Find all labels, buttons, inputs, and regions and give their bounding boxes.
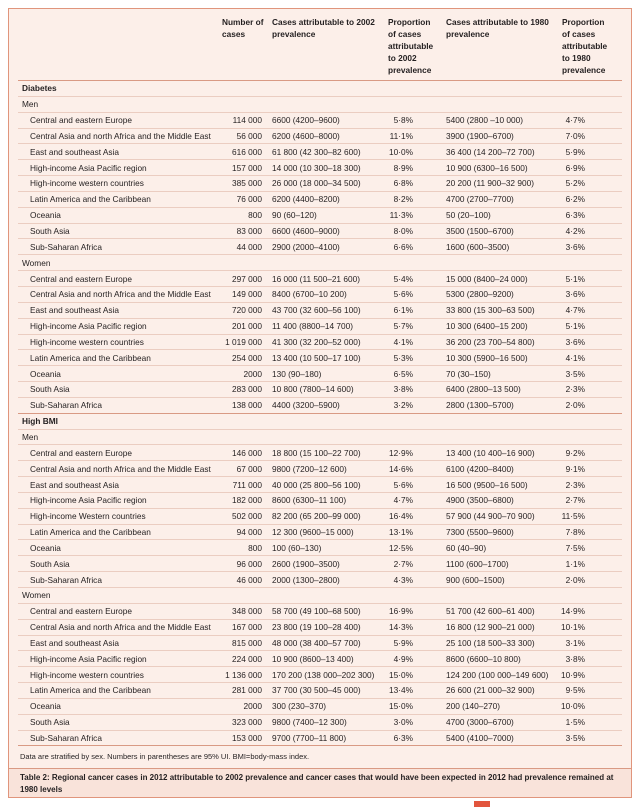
cell-proportion-2002: 6·8% <box>393 178 413 189</box>
cell-region: Oceania <box>30 210 61 221</box>
cell-proportion-2002: 12·9% <box>389 447 413 458</box>
cell-cases-2002: 16 000 (11 500–21 600) <box>272 273 360 284</box>
table-row <box>18 397 622 413</box>
cell-proportion-2002: 8·0% <box>393 226 413 237</box>
table-row <box>18 524 622 540</box>
cell-number-of-cases: 800 <box>248 542 262 553</box>
cell-proportion-2002: 3·2% <box>393 400 413 411</box>
cell-number-of-cases: 385 000 <box>232 178 262 189</box>
cell-cases-2002: 9800 (7200–12 600) <box>272 463 347 474</box>
cell-proportion-1980: 3·5% <box>565 368 585 379</box>
table-row <box>18 334 622 350</box>
cell-cases-1980: 124 200 (100 000–149 600) <box>446 669 549 680</box>
group-header-row <box>18 254 622 270</box>
cell-cases-1980: 10 300 (5900–16 500) <box>446 352 528 363</box>
cell-proportion-2002: 15·0% <box>389 669 413 680</box>
cell-cases-2002: 2600 (1900–3500) <box>272 558 340 569</box>
cell-region: South Asia <box>30 226 70 237</box>
cell-proportion-1980: 5·1% <box>565 321 585 332</box>
cell-region: South Asia <box>30 384 70 395</box>
cell-number-of-cases: 1 136 000 <box>225 669 262 680</box>
cell-cases-1980: 4700 (3000–6700) <box>446 717 514 728</box>
cell-cases-1980: 57 900 (44 900–70 900) <box>446 511 535 522</box>
cell-region: Central and eastern Europe <box>30 447 132 458</box>
table-row <box>18 286 622 302</box>
cell-proportion-2002: 5·3% <box>393 352 413 363</box>
cell-proportion-1980: 7·0% <box>565 130 585 141</box>
cell-proportion-2002: 16·9% <box>389 606 413 617</box>
cell-number-of-cases: 224 000 <box>232 653 262 664</box>
cell-cases-1980: 36 200 (23 700–54 800) <box>446 336 535 347</box>
cell-cases-1980: 16 500 (9500–16 500) <box>446 479 528 490</box>
cell-region: South Asia <box>30 558 70 569</box>
cell-cases-2002: 37 700 (30 500–45 000) <box>272 685 361 696</box>
cell-proportion-2002: 6·3% <box>393 733 413 744</box>
decorative-mark <box>474 801 490 807</box>
cell-cases-1980: 33 800 (15 300–63 500) <box>446 305 535 316</box>
cell-proportion-1980: 10·1% <box>561 622 585 633</box>
cell-proportion-2002: 11·1% <box>389 130 413 141</box>
cell-cases-2002: 43 700 (32 600–56 100) <box>272 305 361 316</box>
cell-proportion-1980: 5·2% <box>565 178 585 189</box>
group-title: Men <box>22 431 39 442</box>
cell-cases-1980: 26 600 (21 000–32 900) <box>446 685 535 696</box>
cell-proportion-1980: 3·8% <box>565 653 585 664</box>
cell-cases-2002: 58 700 (49 100–68 500) <box>272 606 361 617</box>
cell-cases-1980: 4700 (2700–7700) <box>446 194 514 205</box>
cell-cases-1980: 900 (600–1500) <box>446 574 505 585</box>
cell-proportion-2002: 5·6% <box>393 479 413 490</box>
cell-cases-2002: 6600 (4600–9000) <box>272 226 340 237</box>
cell-cases-1980: 5400 (2800 –10 000) <box>446 115 524 126</box>
cell-proportion-2002: 6·5% <box>393 368 413 379</box>
cell-proportion-1980: 3·6% <box>565 336 585 347</box>
cell-cases-1980: 2800 (1300–5700) <box>446 400 514 411</box>
header-proportion-1980: Proportion of cases attributable to 1980 prevalence <box>562 17 608 75</box>
cell-number-of-cases: 815 000 <box>232 637 262 648</box>
cell-proportion-2002: 5·7% <box>393 321 413 332</box>
table-row <box>18 302 622 318</box>
cell-region: High-income Western countries <box>30 511 146 522</box>
cell-proportion-2002: 5·6% <box>393 289 413 300</box>
cell-proportion-2002: 11·3% <box>389 210 413 221</box>
cell-number-of-cases: 616 000 <box>232 146 262 157</box>
table-row <box>18 698 622 714</box>
table-row <box>18 143 622 159</box>
cell-cases-2002: 23 800 (19 100–28 400) <box>272 622 361 633</box>
cell-region: Sub-Saharan Africa <box>30 241 102 252</box>
cell-cases-1980: 16 800 (12 900–21 000) <box>446 622 535 633</box>
cell-number-of-cases: 67 000 <box>236 463 262 474</box>
section-header-row <box>18 80 622 96</box>
cell-proportion-1980: 2·0% <box>565 400 585 411</box>
cell-proportion-2002: 2·7% <box>393 558 413 569</box>
cell-cases-2002: 90 (60–120) <box>272 210 317 221</box>
group-title: Men <box>22 99 39 110</box>
cell-cases-1980: 6100 (4200–8400) <box>446 463 514 474</box>
cell-region: Latin America and the Caribbean <box>30 352 151 363</box>
table-row <box>18 571 622 587</box>
cell-number-of-cases: 167 000 <box>232 622 262 633</box>
cell-cases-2002: 9800 (7400–12 300) <box>272 717 347 728</box>
cell-cases-2002: 8400 (6700–10 200) <box>272 289 347 300</box>
cell-number-of-cases: 83 000 <box>236 226 262 237</box>
cell-proportion-1980: 7·8% <box>565 527 585 538</box>
cell-proportion-2002: 8·2% <box>393 194 413 205</box>
cell-cases-1980: 51 700 (42 600–61 400) <box>446 606 535 617</box>
cell-cases-2002: 41 300 (32 200–52 000) <box>272 336 361 347</box>
group-header-row <box>18 587 622 603</box>
cell-cases-1980: 8600 (6600–10 800) <box>446 653 521 664</box>
cell-region: High-income Asia Pacific region <box>30 653 147 664</box>
cell-cases-1980: 3500 (1500–6700) <box>446 226 514 237</box>
cell-number-of-cases: 56 000 <box>236 130 262 141</box>
cell-region: East and southeast Asia <box>30 146 120 157</box>
group-title: Women <box>22 590 51 601</box>
cell-region: South Asia <box>30 717 70 728</box>
cell-region: Central Asia and north Africa and the Middle East <box>30 130 211 141</box>
cell-cases-2002: 26 000 (18 000–34 500) <box>272 178 361 189</box>
cell-cases-2002: 48 000 (38 400–57 700) <box>272 637 361 648</box>
cell-proportion-2002: 5·9% <box>393 637 413 648</box>
table-row <box>18 730 622 746</box>
cell-proportion-1980: 4·7% <box>565 305 585 316</box>
cell-proportion-1980: 2·0% <box>565 574 585 585</box>
cell-proportion-1980: 4·2% <box>565 226 585 237</box>
table-row <box>18 270 622 286</box>
cell-number-of-cases: 46 000 <box>236 574 262 585</box>
table-row <box>18 476 622 492</box>
cell-proportion-2002: 13·1% <box>389 527 413 538</box>
data-table <box>18 9 622 767</box>
cell-cases-1980: 36 400 (14 200–72 700) <box>446 146 535 157</box>
cell-proportion-1980: 9·2% <box>565 447 585 458</box>
cell-region: Central and eastern Europe <box>30 273 132 284</box>
cell-number-of-cases: 281 000 <box>232 685 262 696</box>
cell-proportion-1980: 10·0% <box>561 701 585 712</box>
cell-number-of-cases: 157 000 <box>232 162 262 173</box>
cell-number-of-cases: 1 019 000 <box>225 336 262 347</box>
cell-proportion-2002: 4·1% <box>393 336 413 347</box>
cell-region: Central Asia and north Africa and the Middle East <box>30 622 211 633</box>
table-row <box>18 175 622 191</box>
table-panel <box>8 8 632 798</box>
group-header-row <box>18 96 622 112</box>
cell-proportion-2002: 10·0% <box>389 146 413 157</box>
cell-cases-1980: 50 (20–100) <box>446 210 491 221</box>
cell-number-of-cases: 96 000 <box>236 558 262 569</box>
cell-proportion-1980: 4·1% <box>565 352 585 363</box>
cell-number-of-cases: 182 000 <box>232 495 262 506</box>
cell-number-of-cases: 149 000 <box>232 289 262 300</box>
cell-proportion-2002: 6·6% <box>393 241 413 252</box>
table-row <box>18 619 622 635</box>
cell-proportion-2002: 4·9% <box>393 653 413 664</box>
table-row <box>18 238 622 254</box>
cell-cases-1980: 1100 (600–1700) <box>446 558 509 569</box>
cell-number-of-cases: 201 000 <box>232 321 262 332</box>
cell-number-of-cases: 297 000 <box>232 273 262 284</box>
cell-proportion-1980: 1·5% <box>565 717 585 728</box>
table-header <box>18 9 622 80</box>
cell-region: High-income western countries <box>30 336 144 347</box>
cell-cases-1980: 4900 (3500–6800) <box>446 495 514 506</box>
header-number-of-cases: Number of cases <box>222 17 264 39</box>
cell-cases-2002: 11 400 (8800–14 700) <box>272 321 354 332</box>
table-row <box>18 112 622 128</box>
cell-cases-1980: 6400 (2800–13 500) <box>446 384 521 395</box>
cell-proportion-2002: 6·1% <box>393 305 413 316</box>
table-row <box>18 365 622 381</box>
cell-cases-2002: 18 800 (15 100–22 700) <box>272 447 361 458</box>
cell-proportion-1980: 10·9% <box>561 669 585 680</box>
table-row <box>18 223 622 239</box>
cell-proportion-1980: 9·1% <box>565 463 585 474</box>
cell-cases-2002: 6600 (4200–9600) <box>272 115 340 126</box>
cell-region: East and southeast Asia <box>30 305 120 316</box>
cell-number-of-cases: 2000 <box>243 368 262 379</box>
cell-cases-1980: 10 900 (6300–16 500) <box>446 162 528 173</box>
cell-number-of-cases: 153 000 <box>232 733 262 744</box>
table-row <box>18 159 622 175</box>
cell-region: High-income Asia Pacific region <box>30 321 147 332</box>
table-row <box>18 650 622 666</box>
cell-proportion-1980: 2·3% <box>565 384 585 395</box>
group-header-row <box>18 429 622 445</box>
cell-region: Central and eastern Europe <box>30 606 132 617</box>
cell-region: East and southeast Asia <box>30 479 120 490</box>
cell-number-of-cases: 94 000 <box>236 527 262 538</box>
cell-proportion-1980: 2·7% <box>565 495 585 506</box>
cell-proportion-1980: 3·5% <box>565 733 585 744</box>
header-proportion-2002: Proportion of cases attributable to 2002 prevalence <box>388 17 434 75</box>
cell-proportion-1980: 1·1% <box>565 558 585 569</box>
cell-cases-2002: 2900 (2000–4100) <box>272 241 340 252</box>
cell-cases-2002: 40 000 (25 800–56 100) <box>272 479 361 490</box>
cell-proportion-2002: 4·3% <box>393 574 413 585</box>
cell-cases-2002: 4400 (3200–5900) <box>272 400 340 411</box>
cell-cases-2002: 10 900 (8600–13 400) <box>272 653 354 664</box>
cell-proportion-2002: 14·6% <box>389 463 413 474</box>
cell-number-of-cases: 114 000 <box>232 115 262 126</box>
cell-number-of-cases: 720 000 <box>232 305 262 316</box>
table-row <box>18 444 622 460</box>
group-title: Women <box>22 257 51 268</box>
table-row <box>18 539 622 555</box>
cell-proportion-1980: 3·6% <box>565 241 585 252</box>
table-body <box>18 80 622 745</box>
cell-proportion-2002: 4·7% <box>393 495 413 506</box>
cell-region: Sub-Saharan Africa <box>30 574 102 585</box>
cell-cases-1980: 200 (140–270) <box>446 701 500 712</box>
cell-cases-1980: 13 400 (10 400–16 900) <box>446 447 535 458</box>
cell-proportion-1980: 5·9% <box>565 146 585 157</box>
table-row <box>18 318 622 334</box>
cell-cases-2002: 13 400 (10 500–17 100) <box>272 352 361 363</box>
cell-region: Sub-Saharan Africa <box>30 400 102 411</box>
cell-region: Latin America and the Caribbean <box>30 527 151 538</box>
cell-cases-2002: 170 200 (138 000–202 300) <box>272 669 375 680</box>
table-row <box>18 714 622 730</box>
section-header-row <box>18 413 622 429</box>
cell-region: High-income western countries <box>30 669 144 680</box>
section-title: High BMI <box>22 416 58 427</box>
cell-region: Central Asia and north Africa and the Middle East <box>30 289 211 300</box>
cell-proportion-1980: 7·5% <box>565 542 585 553</box>
cell-proportion-1980: 6·3% <box>565 210 585 221</box>
cell-proportion-1980: 9·5% <box>565 685 585 696</box>
cell-number-of-cases: 323 000 <box>232 717 262 728</box>
cell-cases-1980: 5400 (4100–7000) <box>446 733 514 744</box>
cell-region: Central Asia and north Africa and the Middle East <box>30 463 211 474</box>
cell-region: Latin America and the Caribbean <box>30 685 151 696</box>
cell-proportion-1980: 11·5% <box>561 511 585 522</box>
cell-cases-2002: 10 800 (7800–14 600) <box>272 384 354 395</box>
cell-proportion-2002: 3·8% <box>393 384 413 395</box>
cell-cases-1980: 25 100 (18 500–33 300) <box>446 637 535 648</box>
cell-proportion-2002: 5·8% <box>393 115 413 126</box>
cell-number-of-cases: 138 000 <box>232 400 262 411</box>
cell-number-of-cases: 76 000 <box>236 194 262 205</box>
cell-region: High-income western countries <box>30 178 144 189</box>
cell-region: Oceania <box>30 542 61 553</box>
cell-cases-2002: 100 (60–130) <box>272 542 322 553</box>
table-row <box>18 508 622 524</box>
cell-number-of-cases: 283 000 <box>232 384 262 395</box>
cell-number-of-cases: 711 000 <box>232 479 262 490</box>
cell-proportion-2002: 13·4% <box>389 685 413 696</box>
table-row <box>18 460 622 476</box>
cell-proportion-2002: 12·5% <box>389 542 413 553</box>
cell-cases-1980: 60 (40–90) <box>446 542 487 553</box>
cell-proportion-2002: 16·4% <box>389 511 413 522</box>
cell-proportion-1980: 3·6% <box>565 289 585 300</box>
table-row <box>18 555 622 571</box>
cell-cases-1980: 20 200 (11 900–32 900) <box>446 178 534 189</box>
cell-cases-1980: 70 (30–150) <box>446 368 491 379</box>
cell-cases-2002: 6200 (4600–8000) <box>272 130 340 141</box>
cell-proportion-1980: 3·1% <box>565 637 585 648</box>
header-cases-1980: Cases attributable to 1980 prevalence <box>446 17 549 39</box>
cell-region: High-income Asia Pacific region <box>30 162 147 173</box>
cell-number-of-cases: 502 000 <box>232 511 262 522</box>
cell-region: Oceania <box>30 701 61 712</box>
cell-region: Oceania <box>30 368 61 379</box>
cell-number-of-cases: 254 000 <box>232 352 262 363</box>
table-row <box>18 682 622 698</box>
cell-proportion-1980: 14·9% <box>561 606 585 617</box>
cell-proportion-2002: 14·3% <box>389 622 413 633</box>
cell-cases-2002: 9700 (7700–11 800) <box>272 733 347 744</box>
cell-proportion-2002: 5·4% <box>393 273 413 284</box>
cell-proportion-1980: 4·7% <box>565 115 585 126</box>
cell-cases-2002: 8600 (6300–11 100) <box>272 495 347 506</box>
table-row <box>18 381 622 397</box>
cell-proportion-1980: 6·9% <box>565 162 585 173</box>
cell-cases-2002: 2000 (1300–2800) <box>272 574 340 585</box>
cell-proportion-2002: 15·0% <box>389 701 413 712</box>
cell-cases-1980: 15 000 (8400–24 000) <box>446 273 528 284</box>
cell-number-of-cases: 146 000 <box>232 447 262 458</box>
cell-proportion-1980: 2·3% <box>565 479 585 490</box>
cell-cases-1980: 10 300 (6400–15 200) <box>446 321 528 332</box>
cell-cases-2002: 300 (230–370) <box>272 701 326 712</box>
table-row <box>18 191 622 207</box>
table-row <box>18 207 622 223</box>
cell-number-of-cases: 800 <box>248 210 262 221</box>
cell-region: High-income Asia Pacific region <box>30 495 147 506</box>
cell-number-of-cases: 44 000 <box>236 241 262 252</box>
cell-proportion-2002: 3·0% <box>393 717 413 728</box>
table-footnote: Data are stratified by sex. Numbers in parentheses are 95% UI. BMI=body-mass index. <box>18 745 622 767</box>
table-row <box>18 349 622 365</box>
cell-cases-2002: 61 800 (42 300–82 600) <box>272 146 361 157</box>
table-row <box>18 666 622 682</box>
cell-number-of-cases: 2000 <box>243 701 262 712</box>
cell-cases-2002: 12 300 (9600–15 000) <box>272 527 354 538</box>
table-caption: Table 2: Regional cancer cases in 2012 attributable to 2002 prevalence and cancer cases that would have been expected in 2012 had prevalence remained at 1980 levels <box>9 768 631 797</box>
cell-cases-1980: 5300 (2800–9200) <box>446 289 514 300</box>
cell-region: Central and eastern Europe <box>30 115 132 126</box>
cell-proportion-2002: 8·9% <box>393 162 413 173</box>
table-row <box>18 128 622 144</box>
table-row <box>18 603 622 619</box>
header-cases-2002: Cases attributable to 2002 prevalence <box>272 17 375 39</box>
cell-region: Sub-Saharan Africa <box>30 733 102 744</box>
cell-cases-2002: 130 (90–180) <box>272 368 322 379</box>
cell-region: East and southeast Asia <box>30 637 120 648</box>
table-row <box>18 492 622 508</box>
cell-cases-2002: 14 000 (10 300–18 300) <box>272 162 361 173</box>
cell-proportion-1980: 5·1% <box>565 273 585 284</box>
cell-number-of-cases: 348 000 <box>232 606 262 617</box>
cell-cases-2002: 82 200 (65 200–99 000) <box>272 511 361 522</box>
section-title: Diabetes <box>22 83 57 94</box>
cell-cases-1980: 7300 (5500–9600) <box>446 527 514 538</box>
cell-proportion-1980: 6·2% <box>565 194 585 205</box>
cell-cases-1980: 1600 (600–3500) <box>446 241 510 252</box>
cell-region: Latin America and the Caribbean <box>30 194 151 205</box>
cell-cases-1980: 3900 (1900–6700) <box>446 130 514 141</box>
cell-cases-2002: 6200 (4400–8200) <box>272 194 340 205</box>
table-row <box>18 635 622 651</box>
